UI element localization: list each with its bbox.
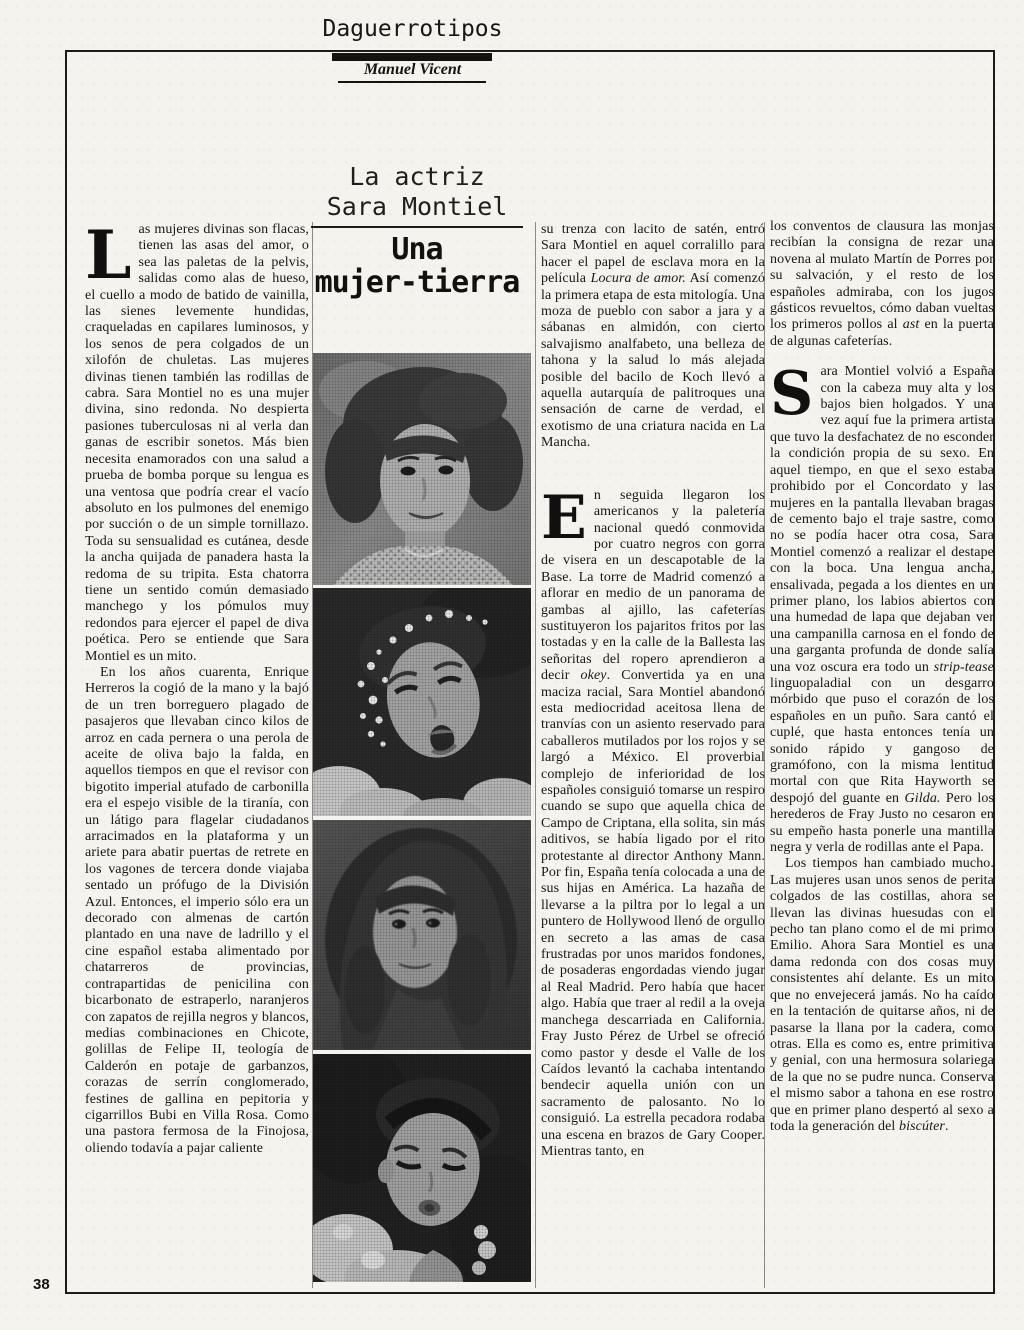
portrait-illustration — [313, 588, 531, 816]
paragraph-text: as mujeres divinas son flacas, tienen las asas del amor, o sea las paletas de la pelvis, salidas como alas de hueso, el cuello a modo de batido de vainilla, las sienes levemente hundidas, craqueladas en capilares luminosos, y los senos de pera colgados de un xilofón de chuletas. Las mujeres divinas tienen también las rodillas de cabra. Sara Montiel no es una mujer divina, sino redonda. No despierta pasiones tuberculosas ni al verla dan ganas de escribir sonetos. Más bien necesita enamorados con una salud a prueba de bomba porque su lengua es una ventosa que podría crear el vacío absoluto en los pulmones del enemigo por succión o de un simple tornillazo. Toda su sensualidad es cutánea, desde la ancha quijada de panadera hasta la redoma de su tripita. Esta chatorra tiene un sentido común demasiado manchego y los pómulos muy redondos para ejercer el papel de diva poética. Pero se entiende que Sara Montiel es un mito. — [85, 222, 309, 664]
headline-title-line-1: Una — [391, 232, 443, 267]
paragraph — [770, 856, 994, 1135]
kicker-line-1: La actriz — [349, 162, 485, 191]
photo-2-sara-montiel-jewelled-headdress — [313, 588, 531, 816]
paragraph — [541, 222, 765, 452]
drop-cap-E: E — [541, 482, 587, 553]
masthead-black-bar — [332, 53, 492, 61]
paragraph-text: ara Montiel volvió a España con la cabeza muy alta y los bajos bien holgados. Y una vez aquí fue la primera artista que tuvo la desfachatez de no esconder la condición propia de su sexo. En aquel tiempo, en que el sexo estaba prohibido por el Concordato y las mujeres en la pantalla llevaban bragas de cemento bajo el traje sastre, como no se podía hacer otra cosa, Sara Montiel comenzó a realizar el destape con la boca. Una lengua ancha, ensalivada, pegada a los dientes en un primer plano, los labios abiertos con una humedad de lapa que dejaban ver una campanilla carnosa en el fondo de una garganta profunda de donde salía una voz oscura era todo un strip-tease linguopaladial con un desgarro mórbido que puso el corazón de los españoles en un puño. Sara cantó el cuplé, que hasta entonces tenía un sonido rápido y gangoso de gramófono, con la misma lentitud mortal con que Rita Hayworth se despojó del guante en Gilda. Pero los herederos de Fray Justo no cesaron en su empeño hasta ponerle una mantilla negra y verla de rodillas ante el Papa. — [770, 364, 994, 856]
headline-kicker — [305, 162, 529, 222]
paragraph — [770, 359, 994, 856]
author-underline-rule — [338, 81, 486, 83]
section-title: Daguerrotipos — [322, 16, 503, 42]
kicker-rule — [311, 226, 523, 228]
kicker-line-2: Sara Montiel — [326, 192, 508, 221]
text-column-middle — [541, 222, 765, 1160]
paragraph — [85, 665, 309, 1157]
portrait-illustration — [313, 353, 531, 585]
paragraph-text: n seguida llegaron los americanos y la paletería nacional quedó conmovida por cuatro negros con gorra de visera en un descapotable de la Base. La torre de Madrid comenzó a aflorar en medio de un panorama de gambas al ajillo, las cafeterías sustituyeron los pajaritos fritos por las tostadas y en la calle de la Ballesta las señoritas del ropero aprendieron a decir okey. Convertida ya en una maciza racial, Sara Montiel abandonó esta mediocridad aceitosa llena de tranvías con un asiento reservado para caballeros mutilados por los rojos y se largó a México. El proverbial complejo de inferioridad de los españoles consiguió tomarse un respiro cuando se supo que aquella chica de Campo de Criptana, ella solita, sin más aditivos, se había ligado por el rito protestante al director Anthony Mann. Por fin, España tenía colocada a una de sus hijas en América. La hazaña de llevarse a la piltra por lo legal a un puntero de Hollywood llenó de orgullo en secreto a las amas de casa frustradas por unos maridos fondones, de posaderas engordadas viendo jugar al Real Madrid. Pero había que hacer algo. Había que traer al redil a la oveja manchega descarriada en California. Fray Justo Pérez de Urbel se ofreció como pastor y desde el Valle de los Caídos levantó la cachaba intentando bendecir aquella unión con un sacramento de palosanto. No lo consiguió. La estrella pecadora rodaba una escena en brazos de Gary Cooper. Mientras tanto, en — [541, 487, 765, 1159]
drop-cap-S: S — [770, 359, 814, 430]
paragraph-text: su trenza con lacito de satén, entró Sara Montiel en aquel corralillo para hacer el papel de esclava mora en la película Locura de amor. Así comenzó la primera etapa de esta mitología. Una moza de pueblo con sabor a jara y a sábanas en almidón, con cierto salvajismo analfabeto, una belleza de tahona y la salud lo más alejada posible del bacilo de Koch llevó a aquella autarquía de palitroques una sensación de carne de verdad, el exotismo de una criatura nacida en La Mancha. — [541, 222, 766, 451]
paragraph — [85, 216, 309, 665]
paragraph — [770, 219, 994, 350]
page-number: 38 — [33, 1276, 50, 1293]
paragraph-text: Los tiempos han cambiado mucho. Las mujeres usan unos senos de perita colgados de las costillas, ahora se llevan las divinas huesudas con el pecho tan plano como el de mi primo Emilio. Ahora Sara Montiel es una dama redonda con dos cosas muy consistentes ahí delante. Es un mito que no envejecerá jamás. No ha caído en la tentación de quitarse años, ni de pasarse la llana por la cadera, como otras. Ella es como es, entre primitiva y genial, con una hermosura solariega de la que no se pudre nunca. Conserva el mismo sabor a tahona en ese rostro que en primer plano despertó al sexo a toda la generación del biscúter. — [770, 856, 994, 1134]
headline-title — [304, 233, 530, 299]
paragraph-text: En los años cuarenta, Enrique Herreros la cogió de la mano y la bajó de un tren borreguero plagado de pasajeros que llevaban cinco kilos de arroz en cada pernera o una perola de aceite de oliva bajo la falda, en aquellos tiempos en que el revisor con bigotito imperial atufado de carbonilla era el espejo visible de la tiranía, con un látigo para flagelar ciudadanos arracimados en la plataforma y un ariete para abatir puertas de retrete en los vagones de tercera donde viajaba sentado un prófugo de la División Azul. Entonces, el imperio sólo era un decorado con almenas de cartón plantado en una nave de ladrillo y el cine español estaba alimentado por chatarreros de provincias, contrapartidas de penicilina con bicarbonato de estraperlo, naranjeros con zapatos de rejilla negros y blancos, medias combinaciones en Chicote, golillas de Felipe II, teología de Calderón en potaje de garbanzos, corazas de serrín conglomerado, festines de gallina en pepitoria y cigarrillos Bubi en Villa Rosa. Como una pastora fermosa de la Finojosa, oliendo todavía a pajar caliente — [85, 664, 309, 1156]
drop-cap-L: L — [85, 216, 132, 294]
text-column-left — [85, 216, 309, 1157]
column-divider-2 — [535, 222, 536, 1288]
portrait-illustration — [313, 820, 531, 1050]
author-byline: Manuel Vicent — [363, 61, 462, 78]
portrait-illustration — [313, 1054, 531, 1282]
paragraph — [541, 482, 765, 1161]
photo-3-sara-montiel-wavy-hair — [313, 820, 531, 1050]
text-column-right — [770, 219, 994, 1135]
photo-4-sara-montiel-headband-kiss — [313, 1054, 531, 1282]
photo-1-sara-montiel-curly-hair — [313, 353, 531, 585]
headline-title-line-2: mujer-tierra — [314, 265, 520, 300]
paragraph-text: los conventos de clausura las monjas recibían la consigna de rezar una novena al mulato Martín de Porres por su salvación, y el resto de los españoles admiraba, con los jugos gásticos revueltos, cómo daban vueltas los primeros pollos al ast en la puerta de algunas cafeterías. — [770, 219, 994, 349]
